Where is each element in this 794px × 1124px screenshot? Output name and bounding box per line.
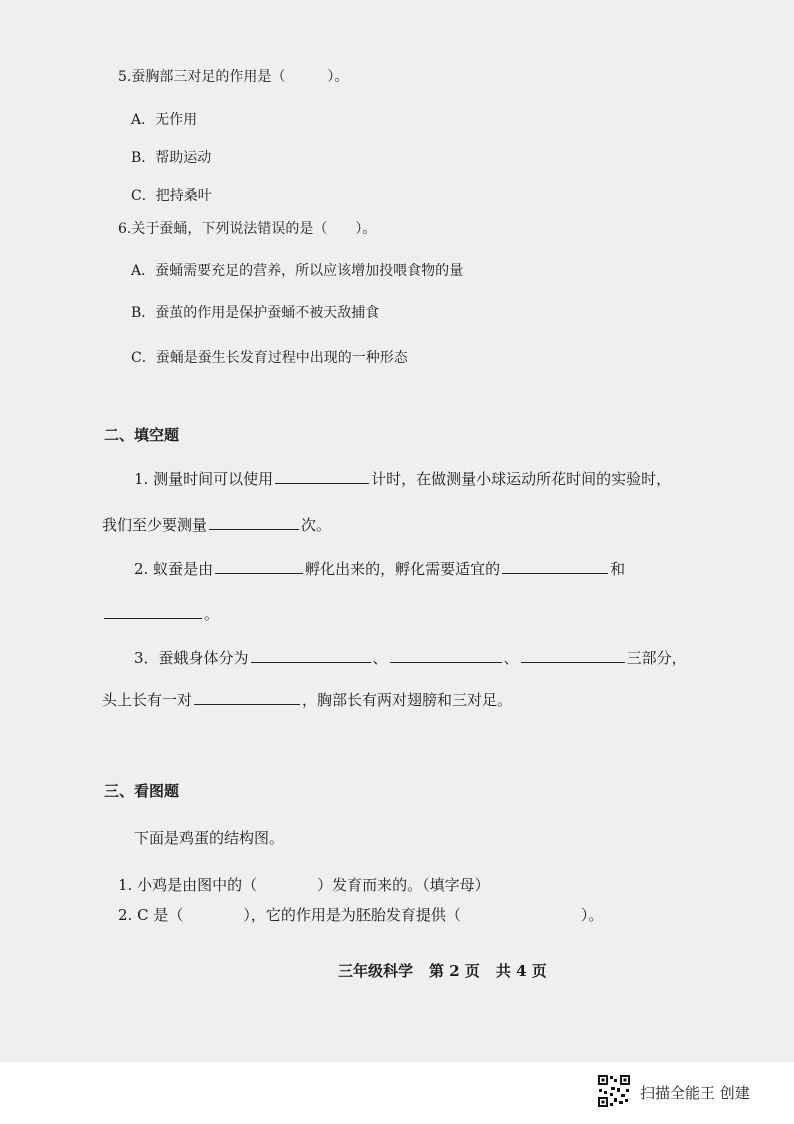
fill-question-3-line-2 bbox=[102, 690, 512, 710]
fill-q2-text-c: 和 bbox=[610, 560, 626, 578]
fill-q1-blank-2[interactable] bbox=[209, 515, 299, 530]
fill-q3-blank-2[interactable] bbox=[390, 648, 502, 663]
fill-question-1-line-1 bbox=[134, 469, 671, 489]
footer-subject: 三年级科学 bbox=[338, 962, 414, 980]
fill-q3-sep-2: 、 bbox=[503, 649, 519, 667]
fill-q2-blank-2[interactable] bbox=[502, 559, 608, 574]
fill-q3-blank-4[interactable] bbox=[194, 690, 300, 705]
fill-q2-text-d: 。 bbox=[204, 605, 220, 623]
question-6-option-a: A．蚕蛹需要充足的营养，所以应该增加投喂食物的量 bbox=[131, 263, 464, 279]
question-6-option-b: B．蚕茧的作用是保护蚕蛹不被天敌捕食 bbox=[131, 305, 380, 321]
qr-code-icon bbox=[597, 1074, 631, 1108]
question-5-stem: 5.蚕胸部三对足的作用是（ ）。 bbox=[118, 69, 349, 85]
fill-q2-text-b: 孵化出来的，孵化需要适宜的 bbox=[305, 560, 501, 578]
footer-total: 共 4 页 bbox=[495, 962, 547, 980]
fill-question-3-line-1 bbox=[134, 648, 687, 668]
picture-intro: 下面是鸡蛋的结构图。 bbox=[134, 829, 285, 847]
fill-q2-blank-3[interactable] bbox=[104, 604, 202, 619]
fill-question-2-line-1 bbox=[134, 559, 625, 579]
section-picture-heading: 三、看图题 bbox=[104, 782, 180, 800]
fill-q1-text-c: 我们至少要测量 bbox=[102, 516, 208, 534]
fill-q1-blank-1[interactable] bbox=[275, 469, 369, 484]
fill-q1-text-d: 次。 bbox=[301, 516, 332, 534]
fill-q3-blank-1[interactable] bbox=[251, 648, 371, 663]
fill-q1-text-b: 计时，在做测量小球运动所花时间的实验时， bbox=[371, 470, 672, 488]
fill-question-1-line-2 bbox=[102, 515, 331, 535]
fill-q3-blank-3[interactable] bbox=[521, 648, 625, 663]
fill-q1-text-a: 1. 测量时间可以使用 bbox=[134, 470, 274, 488]
fill-q2-blank-1[interactable] bbox=[215, 559, 303, 574]
fill-q3-text-a: 3．蚕蛾身体分为 bbox=[134, 649, 249, 667]
fill-q3-text-d: ，胸部长有两对翅膀和三对足。 bbox=[302, 691, 513, 709]
question-6-option-c: C．蚕蛹是蚕生长发育过程中出现的一种形态 bbox=[131, 350, 408, 366]
fill-q3-text-c: 头上长有一对 bbox=[102, 691, 193, 709]
picture-question-2: 2. C 是（ ），它的作用是为胚胎发育提供（ ）。 bbox=[118, 906, 604, 924]
page-footer bbox=[330, 961, 555, 981]
fill-q3-text-b: 三部分， bbox=[626, 649, 687, 667]
picture-question-1: 1. 小鸡是由图中的（ ）发育而来的。（填字母） bbox=[118, 876, 490, 894]
question-6-stem: 6.关于蚕蛹，下列说法错误的是（ ）。 bbox=[118, 221, 377, 237]
section-fill-heading: 二、填空题 bbox=[104, 426, 180, 444]
fill-q2-text-a: 2. 蚁蚕是由 bbox=[134, 560, 214, 578]
question-5-option-a: A．无作用 bbox=[131, 112, 198, 128]
question-5-option-b: B．帮助运动 bbox=[131, 150, 212, 166]
footer-page: 第 2 页 bbox=[429, 962, 480, 980]
fill-question-2-line-2 bbox=[102, 604, 219, 624]
fill-q3-sep-1: 、 bbox=[372, 649, 388, 667]
scanner-label: 扫描全能王 创建 bbox=[640, 1084, 750, 1102]
question-5-option-c: C．把持桑叶 bbox=[131, 188, 212, 204]
